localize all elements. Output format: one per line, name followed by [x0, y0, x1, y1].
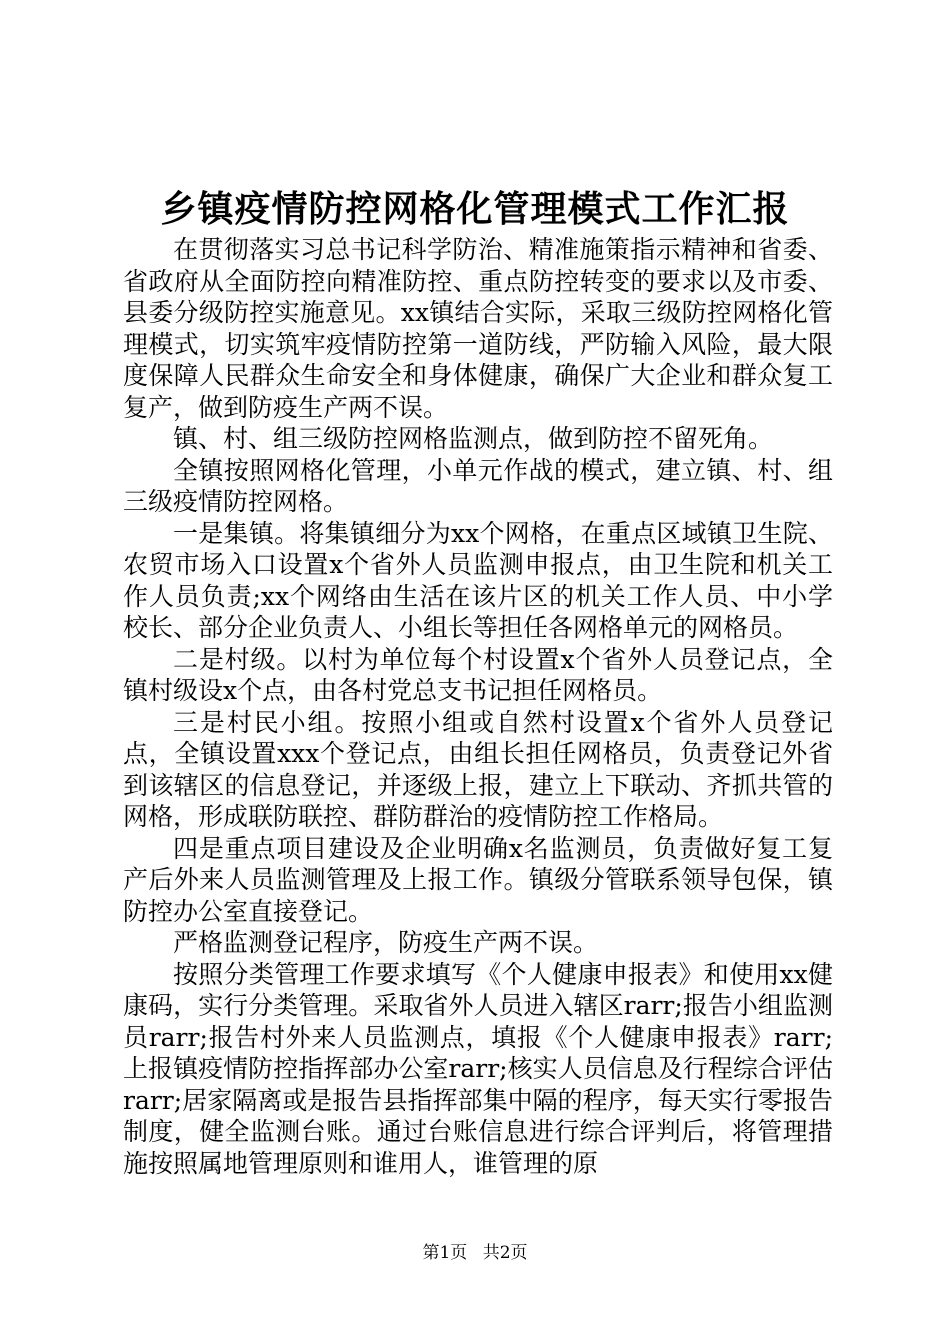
paragraph-key-projects: 四是重点项目建设及企业明确x名监测员，负责做好复工复产后外来人员监测管理及上报工作。镇级分管联系领导包保，镇防控办公室直接登记。 [123, 833, 833, 926]
page-footer [0, 1241, 950, 1265]
paragraph-intro: 在贯彻落实习总书记科学防治、精准施策指示精神和省委、省政府从全面防控向精准防控、重点防控转变的要求以及市委、县委分级防控实施意见。xx镇结合实际，采取三级防控网格化管理模式，切实筑牢疫情防控第一道防线，严防输入风险，最大限度保障人民群众生命安全和身体健康，确保广大企业和群众复工复产，做到防疫生产两不误。 [123, 235, 833, 422]
paragraph-section-heading-grid: 镇、村、组三级防控网格监测点，做到防控不留死角。 [173, 424, 774, 453]
paragraph-section-heading-monitoring: 严格监测登记程序，防疫生产两不误。 [173, 928, 599, 957]
page-number: 第1页 [422, 1243, 468, 1263]
paragraph-town-level: 一是集镇。将集镇细分为xx个网格，在重点区域镇卫生院、农贸市场入口设置x个省外人员监测申报点，由卫生院和机关工作人员负责;xx个网络由生活在该片区的机关工作人员、中小学校长、部分企业负责人、小组长等担任各网格单元的网格员。 [123, 518, 833, 642]
paragraph-village-level: 二是村级。以村为单位每个村设置x个省外人员登记点，全镇村级设x个点，由各村党总支书记担任网格员。 [123, 644, 833, 705]
page-total: 共2页 [482, 1243, 528, 1263]
paragraph-classification: 按照分类管理工作要求填写《个人健康申报表》和使用xx健康码，实行分类管理。采取省外人员进入辖区rarr;报告小组监测员rarr;报告村外来人员监测点，填报《个人健康申报表》rarr;上报镇疫情防控指挥部办公室rarr;核实人员信息及行程综合评估rarr;居家隔离或是报告县指挥部集中隔的程序，每天实行零报告制度，健全监测台账。通过台账信息进行综合评判后，将管理措施按照属地管理原则和谁用人，谁管理的原 [123, 959, 833, 1178]
paragraph-group-level: 三是村民小组。按照小组或自然村设置x个省外人员登记点，全镇设置xxx个登记点，由组长担任网格员，负责登记外省到该辖区的信息登记，并逐级上报，建立上下联动、齐抓共管的网格，形成联防联控、群防群治的疫情防控工作格局。 [123, 707, 833, 831]
paragraph-grid-overview: 全镇按照网格化管理，小单元作战的模式，建立镇、村、组三级疫情防控网格。 [123, 455, 833, 516]
document-body [123, 234, 833, 1179]
document-title: 乡镇疫情防控网格化管理模式工作汇报 [160, 189, 790, 230]
